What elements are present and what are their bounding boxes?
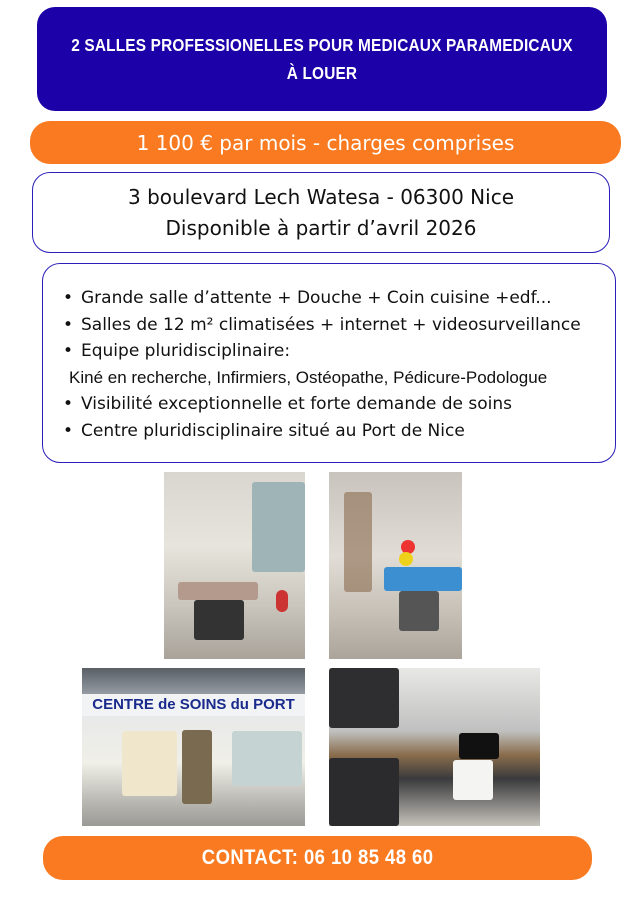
storefront-sign: CENTRE de SOINS du PORT [82, 694, 305, 716]
price-banner [30, 121, 621, 164]
address-line: 3 boulevard Lech Watesa - 06300 Nice [128, 184, 514, 209]
availability-line: Disponible à partir d’avril 2026 [165, 215, 477, 240]
feature-item: • Centre pluridisciplinaire situé au Port de Nice [63, 418, 615, 445]
feature-item: • Visibilité exceptionnelle et forte demande de soins [63, 391, 615, 418]
photo-treatment-room-1 [164, 472, 305, 659]
team-list: Kiné en recherche, Infirmiers, Ostéopathe, Pédicure-Podologue [69, 367, 548, 387]
address-box [32, 172, 610, 253]
feature-item: • Equipe pluridisciplinaire: [63, 338, 615, 365]
contact-phone: CONTACT: 06 10 85 48 60 [201, 846, 434, 869]
features-box [42, 263, 616, 463]
page-title [71, 31, 573, 87]
photo-kitchen [329, 668, 540, 826]
title-line-1: 2 SALLES PROFESSIONELLES POUR MEDICAUX PARAMEDICAUX [71, 35, 573, 55]
contact-banner [43, 836, 592, 880]
title-line-2: À LOUER [286, 63, 358, 83]
feature-item: • Salles de 12 m² climatisées + internet + videosurveillance [63, 312, 615, 339]
title-banner [37, 7, 607, 111]
photo-storefront [82, 668, 305, 826]
feature-item: • Grande salle d’attente + Douche + Coin cuisine +edf... [63, 285, 615, 312]
photo-treatment-room-2 [329, 472, 462, 659]
price-text: 1 100 € par mois - charges comprises [136, 130, 515, 155]
